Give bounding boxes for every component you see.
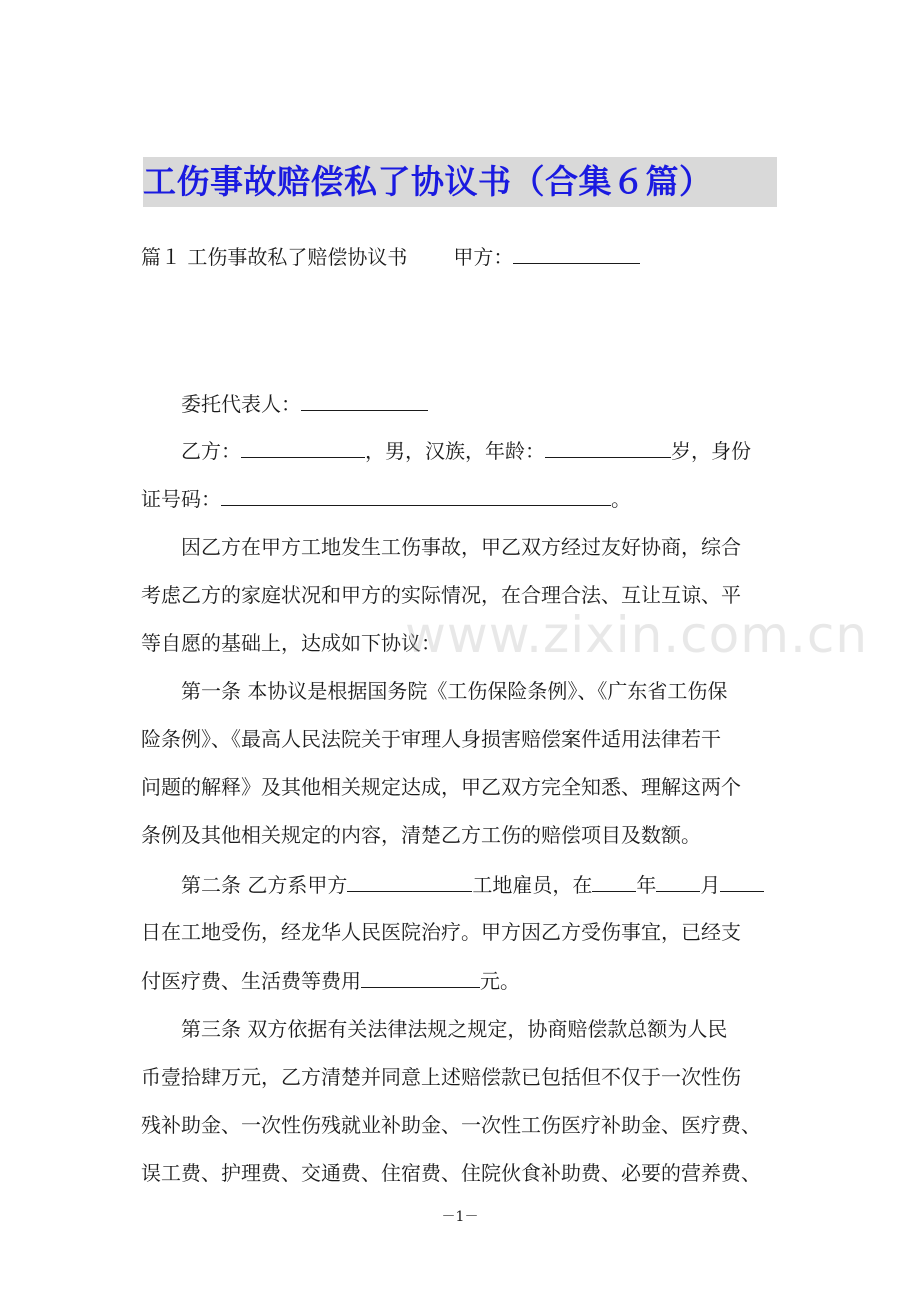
preamble-line-1: 因乙方在甲方工地发生工伤事故，甲乙双方经过友好协商，综合 [181,535,741,559]
article2-fee-text: 付医疗费、生活费等费用 [141,969,361,993]
preamble-line-3: 等自愿的基础上，达成如下协议： [141,631,441,655]
party-b-gender-text: ，男，汉族，年龄： [365,439,545,463]
article1-line-1: 第一条 本协议是根据国务院《工伤保险条例》、《广东省工伤保 [181,679,728,703]
day-blank [720,869,764,892]
article3-line-2: 币壹拾肆万元，乙方清楚并同意上述赔偿款已包括但不仅于一次性伤 [141,1065,741,1089]
party-b-line [181,435,751,466]
agent-line [181,388,428,419]
year-blank [592,869,636,892]
article2-line-1 [181,869,764,900]
id-blank [221,483,611,506]
article2-start: 第二条 乙方系甲方 [181,873,348,897]
article1-line-2: 险条例》、《最高人民法院关于审理人身损害赔偿案件适用法律若干 [141,727,721,751]
age-blank [545,435,671,458]
fee-blank [361,965,480,988]
yuan-unit: 元。 [480,969,520,993]
id-label: 证号码： [141,487,221,511]
article2-line-2: 日在工地受伤，经龙华人民医院治疗。甲方因乙方受伤事宜，已经支 [141,920,741,944]
article1-line-3: 问题的解释》及其他相关规定达成，甲乙双方完全知悉、理解这两个 [141,775,741,799]
page-number-footer: －1－ [441,1209,479,1225]
id-period: 。 [611,487,631,511]
article3-line-4: 误工费、护理费、交通费、住宿费、住院伙食补助费、必要的营养费、 [141,1161,761,1185]
id-line [141,483,631,514]
article3-line-1: 第三条 双方依据有关法律法规之规定，协商赔偿款总额为人民 [181,1017,728,1041]
month-unit: 月 [700,873,721,897]
party-a-label: 甲方： [453,245,514,269]
party-b-name-blank [241,435,365,458]
preamble-line-2: 考虑乙方的家庭状况和甲方的实际情况，在合理合法、互让互谅、平 [141,583,741,607]
month-blank [656,869,700,892]
employer-blank [347,869,472,892]
party-a-blank [513,241,640,264]
section-heading-line [141,241,640,272]
article1-line-4: 条例及其他相关规定的内容，清楚乙方工伤的赔偿项目及数额。 [141,823,701,847]
article3-line-3: 残补助金、一次性伤残就业补助金、一次性工伤医疗补助金、医疗费、 [141,1113,761,1137]
party-b-label: 乙方： [181,439,241,463]
document-title: 工伤事故赔偿私了协议书（合集６篇） [143,162,713,201]
agent-blank [301,388,428,411]
article2-line-3 [141,965,520,996]
agent-label: 委托代表人： [181,392,301,416]
age-unit-text: 岁，身份 [671,439,751,463]
year-unit: 年 [636,873,657,897]
article2-worker-text: 工地雇员，在 [472,873,593,897]
watermark: www.zixin.com.cn [405,606,869,664]
section-heading: 篇１ 工伤事故私了赔偿协议书 [141,245,408,269]
